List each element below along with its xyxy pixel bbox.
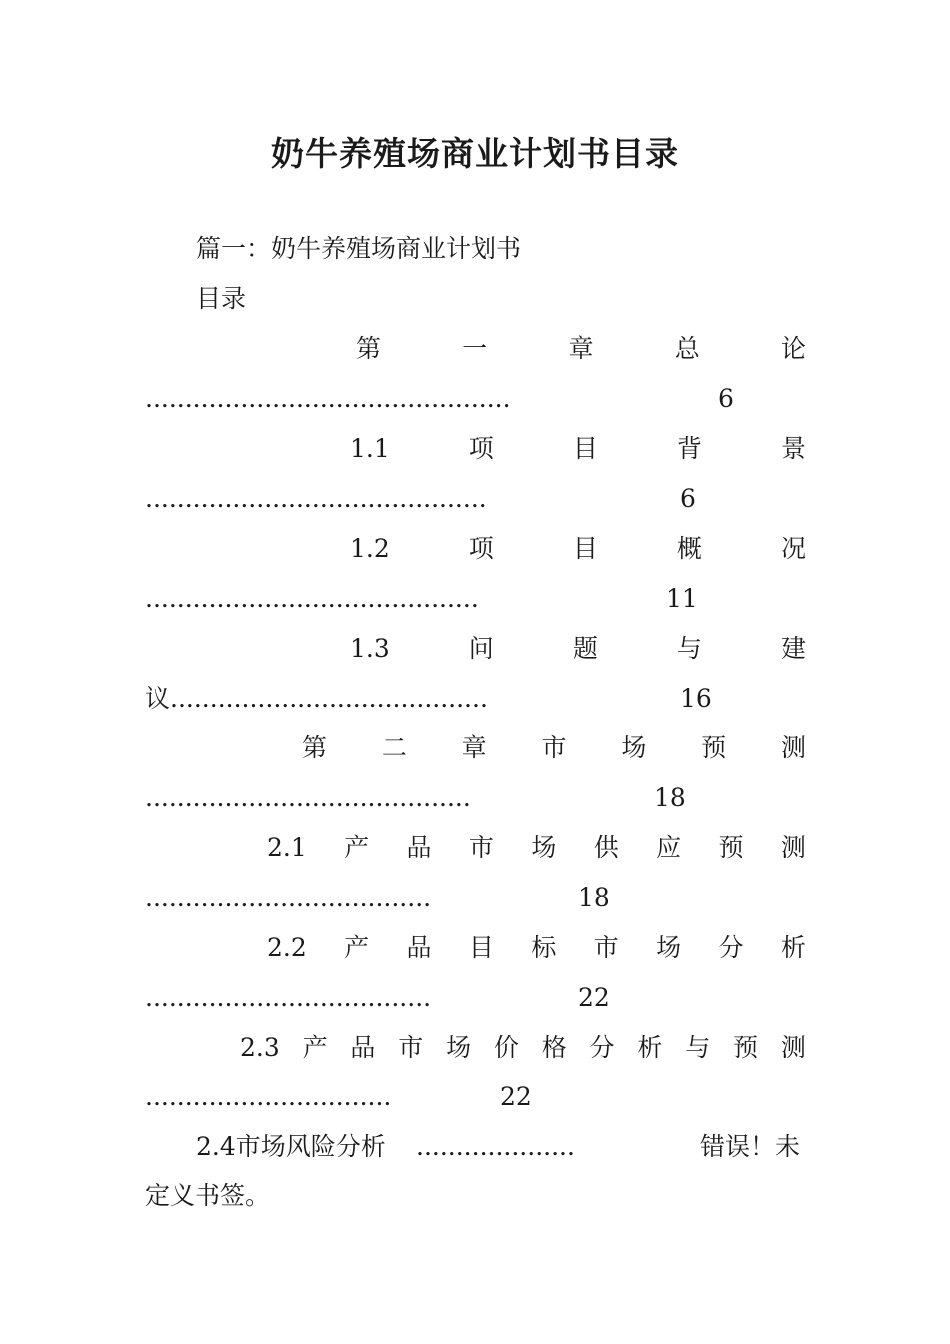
toc-entry-char: 格 xyxy=(541,1033,567,1062)
toc-entry-char: 场 xyxy=(656,933,682,962)
toc-entry-char: 预 xyxy=(718,833,744,862)
toc-entry-char: 项 xyxy=(468,534,494,563)
toc-entry-1-1[interactable] xyxy=(350,434,806,464)
toc-entry-char: 问 xyxy=(468,634,494,663)
toc-entry-chapter-1[interactable] xyxy=(356,334,806,364)
toc-entry-number: 1.3 xyxy=(350,634,390,663)
toc-entry-char: 议 xyxy=(145,684,171,713)
toc-entry-char: 一 xyxy=(462,334,488,363)
toc-entry-char: 与 xyxy=(685,1033,711,1062)
toc-entry-char: 品 xyxy=(406,833,432,862)
toc-entry-char: 析 xyxy=(780,933,806,962)
bookmark-error-continuation: 定义书签。 xyxy=(145,1181,271,1210)
toc-entry-number: 1.2 xyxy=(350,534,390,563)
toc-entry-char: 建 xyxy=(780,634,806,663)
toc-leader-line xyxy=(145,384,511,414)
toc-leader-line xyxy=(145,883,431,913)
toc-entry-char: 场 xyxy=(531,833,557,862)
page-number: 22 xyxy=(578,983,610,1012)
page-number: 22 xyxy=(500,1082,532,1111)
toc-heading: 目录 xyxy=(196,284,247,313)
toc-entry-char: 标 xyxy=(531,933,557,962)
toc-entry-char: 目 xyxy=(572,434,598,463)
dot-leader: .................... xyxy=(416,1132,575,1161)
toc-entry-char: 应 xyxy=(656,833,682,862)
toc-entry-2-4[interactable] xyxy=(196,1132,386,1162)
toc-entry-char: 与 xyxy=(676,634,702,663)
toc-entry-char: 市 xyxy=(593,933,619,962)
dot-leader: ........................................... xyxy=(145,484,487,513)
toc-entry-char: 市 xyxy=(398,1033,424,1062)
toc-entry-2-2[interactable] xyxy=(267,933,806,963)
toc-entry-char: 产 xyxy=(302,1033,328,1062)
toc-entry-2-3[interactable] xyxy=(240,1033,806,1063)
bookmark-error-text: 错误！未 xyxy=(700,1132,801,1161)
toc-entry-char: 总 xyxy=(674,334,700,363)
toc-entry-char: 概 xyxy=(676,534,702,563)
toc-entry-char: 目 xyxy=(572,534,598,563)
toc-entry-char: 背 xyxy=(676,434,702,463)
toc-entry-label: 2.4市场风险分析 xyxy=(196,1132,386,1161)
toc-entry-char: 测 xyxy=(780,833,806,862)
toc-leader-line xyxy=(416,1132,575,1162)
toc-entry-char: 市 xyxy=(541,733,567,762)
section-heading: 篇一：奶牛养殖场商业计划书 xyxy=(196,234,522,263)
dot-leader: ............................... xyxy=(145,1082,392,1111)
toc-leader-line xyxy=(145,783,471,813)
page-number: 18 xyxy=(654,783,686,812)
dot-leader: .......................................... xyxy=(145,584,479,613)
toc-entry-char: 论 xyxy=(780,334,806,363)
toc-entry-char: 市 xyxy=(468,833,494,862)
toc-entry-char: 析 xyxy=(637,1033,663,1062)
dot-leader: .................................... xyxy=(145,983,432,1012)
toc-entry-char: 品 xyxy=(350,1033,376,1062)
toc-entry-char: 章 xyxy=(461,733,487,762)
dot-leader: .............................................. xyxy=(145,384,511,413)
toc-entry-char: 场 xyxy=(621,733,647,762)
page-number: 11 xyxy=(666,584,698,613)
document-title: 奶牛养殖场商业计划书目录 xyxy=(271,134,679,173)
toc-entry-1-2[interactable] xyxy=(350,534,806,564)
toc-entry-char: 场 xyxy=(446,1033,472,1062)
dot-leader: ......................................... xyxy=(145,783,471,812)
toc-entry-char: 章 xyxy=(568,334,594,363)
toc-leader-line xyxy=(145,584,479,614)
toc-entry-1-3[interactable] xyxy=(350,634,806,664)
page-number: 16 xyxy=(680,684,712,713)
toc-entry-char: 产 xyxy=(344,833,370,862)
toc-entry-char: 项 xyxy=(468,434,494,463)
toc-entry-number: 2.1 xyxy=(267,833,307,862)
toc-entry-char: 第 xyxy=(356,334,382,363)
toc-entry-char: 测 xyxy=(780,733,806,762)
page-number: 6 xyxy=(718,384,734,413)
dot-leader: ........................................ xyxy=(170,684,488,713)
toc-entry-number: 1.1 xyxy=(350,434,390,463)
toc-leader-line xyxy=(145,484,487,514)
toc-leader-line xyxy=(145,1082,391,1112)
toc-entry-char: 测 xyxy=(780,1033,806,1062)
page-number: 18 xyxy=(578,883,610,912)
dot-leader: .................................... xyxy=(145,883,432,912)
toc-entry-number: 2.2 xyxy=(267,933,307,962)
toc-entry-char: 预 xyxy=(701,733,727,762)
toc-entry-char: 目 xyxy=(468,933,494,962)
toc-entry-char: 分 xyxy=(589,1033,615,1062)
toc-entry-char: 第 xyxy=(302,733,328,762)
toc-entry-char: 景 xyxy=(780,434,806,463)
toc-entry-char: 产 xyxy=(344,933,370,962)
toc-entry-number: 2.3 xyxy=(240,1033,280,1062)
toc-entry-char: 预 xyxy=(733,1033,759,1062)
toc-entry-char: 价 xyxy=(493,1033,519,1062)
toc-entry-char: 分 xyxy=(718,933,744,962)
toc-entry-char: 况 xyxy=(780,534,806,563)
toc-leader-line xyxy=(145,684,488,714)
toc-entry-char: 题 xyxy=(572,634,598,663)
toc-leader-line xyxy=(145,983,431,1013)
toc-entry-char: 品 xyxy=(406,933,432,962)
toc-entry-char: 供 xyxy=(593,833,619,862)
toc-entry-char: 二 xyxy=(381,733,407,762)
toc-entry-chapter-2[interactable] xyxy=(302,733,806,763)
toc-entry-2-1[interactable] xyxy=(267,833,806,863)
page-number: 6 xyxy=(680,484,696,513)
